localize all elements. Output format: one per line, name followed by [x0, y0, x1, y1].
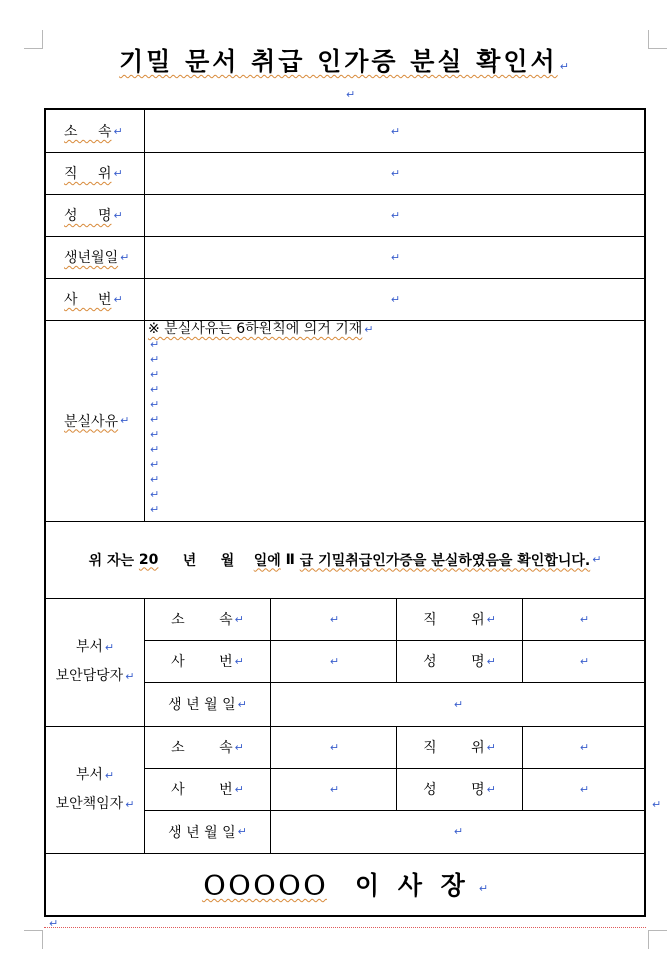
- paragraph-mark-icon: ↵: [150, 458, 160, 471]
- crop-mark-bottom-left: [24, 930, 43, 949]
- paragraph-mark-icon: ↵: [390, 166, 401, 180]
- manager-name-label: [397, 768, 522, 810]
- paragraph-mark-icon: ↵: [150, 503, 160, 516]
- officer-employee-no-label: [145, 640, 270, 682]
- cell-text: [76, 761, 114, 790]
- paragraph-mark-icon: ↵: [125, 670, 135, 683]
- paragraph-mark-icon: ↵: [237, 697, 247, 711]
- year-field[interactable]: 20: [138, 551, 159, 568]
- officer-name-field[interactable]: [523, 640, 644, 682]
- page-boundary-line: [44, 927, 646, 928]
- cell-text: 사 번: [171, 782, 233, 798]
- paragraph-mark-icon: ↵: [486, 740, 496, 754]
- manager-name-field[interactable]: [523, 768, 644, 810]
- paragraph-mark-icon: ↵: [120, 414, 130, 427]
- paragraph-mark-icon: ↵: [329, 612, 340, 626]
- birthdate-field[interactable]: [145, 236, 644, 278]
- cell-text: 분실사유: [64, 413, 119, 430]
- affiliation-field[interactable]: [145, 110, 644, 152]
- loss-reason-field[interactable]: [148, 322, 373, 517]
- paragraph-mark-icon: ↵: [329, 654, 340, 668]
- manager-affiliation-field[interactable]: [271, 726, 396, 768]
- officer-birthdate-label: [145, 682, 270, 726]
- paragraph-mark-icon: ↵: [237, 825, 247, 838]
- organization-placeholder: ＯＯＯＯＯ: [201, 871, 327, 900]
- paragraph-mark-icon: ↵: [113, 166, 123, 180]
- grade-value: Ⅱ: [285, 551, 295, 568]
- paragraph-mark-icon: ↵: [592, 553, 602, 566]
- paragraph-mark-icon: ↵: [579, 782, 590, 796]
- cell-text: 생 년 월 일: [168, 697, 236, 713]
- paragraph-mark-icon: ↵: [150, 428, 160, 441]
- officer-birthdate-field[interactable]: [271, 682, 644, 726]
- paragraph-mark-icon: ↵: [486, 782, 496, 796]
- paragraph-mark-icon: ↵: [486, 654, 496, 668]
- paragraph-mark-icon: ↵: [579, 740, 590, 754]
- title-text: 기밀 문서 취급 인가증 분실 확인서: [119, 47, 558, 76]
- manager-position-label: [397, 726, 522, 768]
- paragraph-mark-icon: ↵: [329, 782, 340, 796]
- paragraph-mark-icon: ↵: [150, 443, 160, 456]
- paragraph-mark-icon: ↵: [113, 208, 123, 222]
- manager-position-field[interactable]: [523, 726, 644, 768]
- paragraph-mark-icon: ↵: [150, 473, 160, 486]
- manager-birthdate-label: [145, 810, 270, 853]
- officer-name-label: [397, 640, 522, 682]
- paragraph-mark-icon: ↵: [329, 740, 340, 754]
- officer-position-field[interactable]: [523, 598, 644, 640]
- paragraph-mark-icon: ↵: [390, 124, 401, 138]
- birthdate-label: [64, 236, 144, 278]
- cell-text: 사 번: [64, 292, 112, 308]
- paragraph-mark-icon: ↵: [104, 641, 115, 654]
- officer-position-label: [397, 598, 522, 640]
- paragraph-mark-icon: ↵: [120, 250, 130, 264]
- cell-text: 생 년 월 일: [168, 824, 236, 841]
- signatory-title: 이 사 장: [354, 871, 465, 900]
- name-label: [64, 194, 144, 236]
- cell-text: 일에: [253, 552, 281, 569]
- cell-text: 성 명: [423, 654, 485, 670]
- cell-text: 직 위: [64, 166, 112, 182]
- loss-reason-label: [64, 320, 144, 521]
- cell-text: 소 속: [171, 740, 233, 756]
- cell-text: 성 명: [64, 208, 112, 224]
- paragraph-mark-icon: ↵: [150, 368, 160, 381]
- paragraph-mark-icon: ↵: [125, 797, 135, 811]
- cell-text: 부서: [75, 766, 103, 783]
- security-manager-group-label: [46, 726, 144, 853]
- cell-text: 사 번: [171, 654, 233, 670]
- paragraph-mark-icon: ↵: [49, 917, 59, 930]
- paragraph-mark-icon: ↵: [113, 292, 123, 306]
- paragraph-mark-icon: ↵: [104, 768, 115, 782]
- cell-text: [56, 790, 135, 819]
- paragraph-mark-icon: ↵: [453, 697, 464, 711]
- cell-text: [76, 633, 114, 662]
- paragraph-mark-icon: ↵: [390, 250, 401, 264]
- paragraph-mark-icon: ↵: [150, 398, 160, 411]
- manager-employee-no-label: [145, 768, 270, 810]
- paragraph-mark-icon: ↵: [150, 383, 160, 396]
- cell-text: 월: [220, 552, 235, 569]
- confirmation-form-table: [44, 108, 646, 917]
- form-footer: [46, 853, 644, 915]
- officer-employee-no-field[interactable]: [271, 640, 396, 682]
- paragraph-mark-icon: ↵: [150, 353, 160, 366]
- cell-text: 직 위: [423, 740, 485, 756]
- paragraph-mark-icon: ↵: [652, 798, 662, 811]
- paragraph-mark-icon: ↵: [150, 413, 160, 426]
- paragraph-mark-icon: ↵: [486, 612, 496, 626]
- security-officer-group-label: [46, 598, 144, 726]
- name-field[interactable]: [145, 194, 644, 236]
- crop-mark-top-left: [24, 30, 43, 49]
- cell-text: 성 명: [423, 782, 485, 798]
- paragraph-mark-icon: ↵: [346, 88, 356, 101]
- paragraph-mark-icon: ↵: [364, 323, 374, 336]
- employee-no-label: [64, 278, 144, 320]
- cell-text: 보안담당자: [55, 668, 124, 684]
- manager-birthdate-field[interactable]: [271, 810, 644, 853]
- manager-employee-no-field[interactable]: [271, 768, 396, 810]
- crop-mark-bottom-right: [648, 930, 667, 949]
- paragraph-mark-icon: ↵: [234, 782, 244, 796]
- paragraph-mark-icon: ↵: [579, 612, 590, 626]
- confirmation-statement: [46, 521, 644, 598]
- cell-text: 생년월일: [64, 250, 119, 266]
- paragraph-mark-icon: ↵: [390, 208, 401, 222]
- crop-mark-top-right: [648, 30, 667, 49]
- paragraph-mark-icon: ↵: [579, 654, 590, 668]
- paragraph-mark-icon: ↵: [150, 488, 160, 501]
- loss-reason-note: ※ 분실사유는 6하원칙에 의거 기재: [148, 321, 363, 337]
- document-title: [44, 42, 644, 78]
- cell-text: 소 속: [171, 612, 233, 628]
- affiliation-label: [64, 110, 144, 152]
- paragraph-mark-icon: ↵: [559, 60, 569, 73]
- position-field[interactable]: [145, 152, 644, 194]
- paragraph-mark-icon: ↵: [390, 292, 401, 306]
- employee-no-field[interactable]: [145, 278, 644, 320]
- paragraph-mark-icon: ↵: [234, 654, 244, 668]
- cell-text: 부서: [75, 639, 103, 655]
- cell-text: 위 자는: [88, 552, 135, 569]
- paragraph-mark-icon: ↵: [150, 338, 160, 351]
- officer-affiliation-field[interactable]: [271, 598, 396, 640]
- cell-text: 년: [182, 552, 197, 569]
- cell-text: 직 위: [423, 612, 485, 628]
- officer-affiliation-label: [145, 598, 270, 640]
- paragraph-mark-icon: ↵: [113, 124, 123, 138]
- paragraph-mark-icon: ↵: [234, 740, 244, 754]
- position-label: [64, 152, 144, 194]
- paragraph-mark-icon: ↵: [234, 612, 244, 626]
- paragraph-mark-icon: ↵: [453, 825, 464, 838]
- cell-text: 보안책임자: [55, 795, 124, 812]
- cell-text: 소 속: [64, 124, 112, 140]
- manager-affiliation-label: [145, 726, 270, 768]
- paragraph-mark-icon: ↵: [478, 881, 489, 895]
- cell-text: [56, 662, 135, 691]
- cell-text: 급 기밀취급인가증을 분실하였음을 확인합니다.: [299, 552, 591, 569]
